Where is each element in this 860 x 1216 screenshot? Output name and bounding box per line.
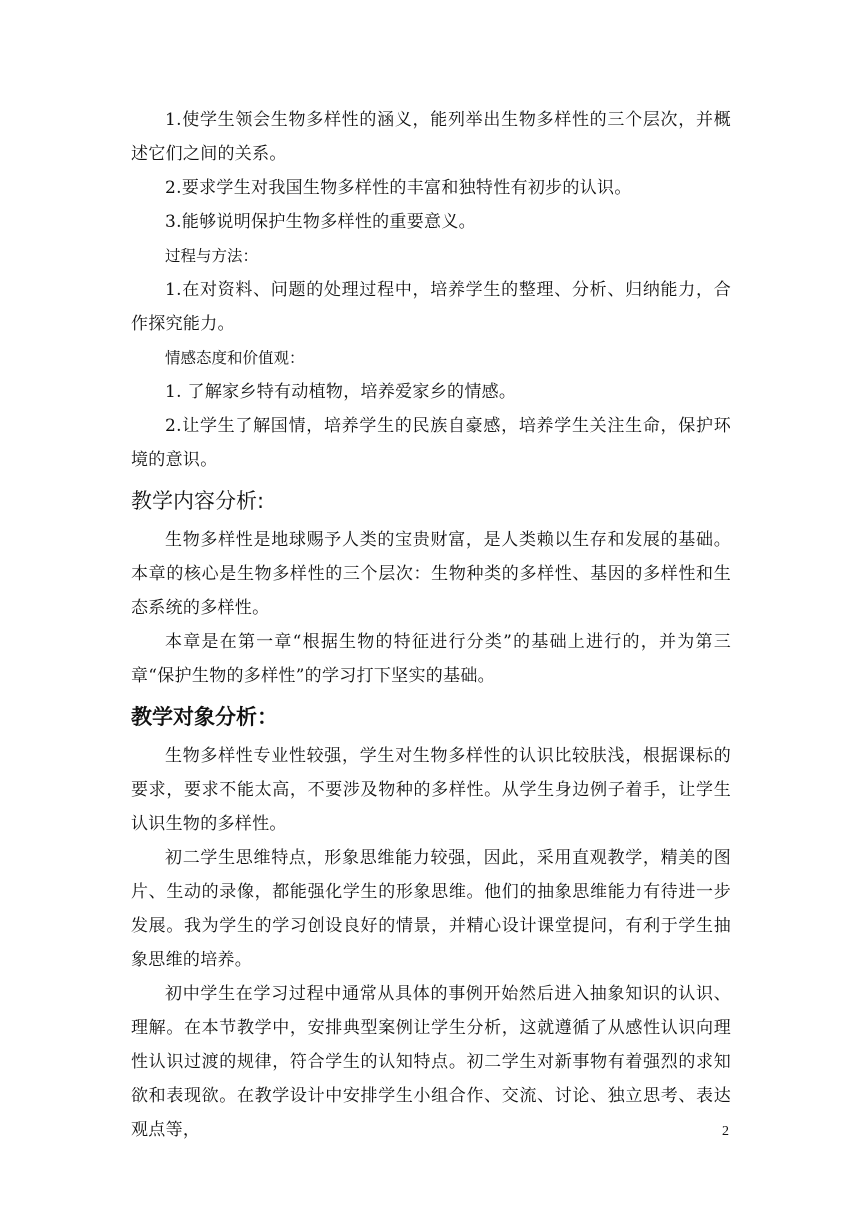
content-analysis-paragraph: 生物多样性是地球赐予人类的宝贵财富，是人类赖以生存和发展的基础。本章的核心是生物多样性的三个层次：生物种类的多样性、基因的多样性和生态系统的多样性。: [131, 530, 731, 618]
object-analysis-paragraph: 初中学生在学习过程中通常从具体的事例开始然后进入抽象知识的认识、理解。在本节教学中，安排典型案例让学生分析，这就遵循了从感性认识向理性认识过渡的规律，符合学生的认知特点。初二学生对新事物有着强烈的求知欲和表现欲。在教学设计中安排学生小组合作、交流、讨论、独立思考、表达观点等，: [131, 984, 731, 1140]
object-analysis-paragraph: 生物多样性专业性较强，学生对生物多样性的认识比较肤浅，根据课标的要求，要求不能太高，不要涉及物种的多样性。从学生身边例子着手，让学生认识生物的多样性。: [131, 746, 731, 834]
page-number: 2: [722, 1124, 729, 1139]
process-method-heading: 过程与方法：: [165, 247, 259, 265]
object-analysis-paragraph: 初二学生思维特点，形象思维能力较强，因此，采用直观教学，精美的图片、生动的录像，都能强化学生的形象思维。他们的抽象思维能力有待进一步发展。我为学生的学习创设良好的情景，并精心设计课堂提问，有利于学生抽象思维的培养。: [131, 848, 731, 970]
content-analysis-paragraph: 本章是在第一章“根据生物的特征进行分类”的基础上进行的，并为第三章“保护生物的多样性”的学习打下坚实的基础。: [131, 632, 731, 686]
object-analysis-heading: 教学对象分析：: [131, 705, 278, 729]
content-analysis-heading: 教学内容分析:: [131, 489, 265, 513]
knowledge-goal-1: 1.使学生领会生物多样性的涵义，能列举出生物多样性的三个层次，并概述它们之间的关系。: [131, 110, 731, 164]
emotion-goal-2: 2.让学生了解国情，培养学生的民族自豪感，培养学生关注生命，保护环境的意识。: [131, 416, 731, 470]
page-content: [131, 103, 731, 1147]
knowledge-goal-3: 3.能够说明保护生物多样性的重要意义。: [165, 212, 476, 232]
process-goal-1: 1.在对资料、问题的处理过程中，培养学生的整理、分析、归纳能力，合作探究能力。: [131, 280, 731, 334]
knowledge-goal-2: 2.要求学生对我国生物多样性的丰富和独特性有初步的认识。: [165, 178, 632, 198]
emotion-values-heading: 情感态度和价值观：: [165, 349, 305, 367]
emotion-goal-1: 1. 了解家乡特有动植物，培养爱家乡的情感。: [165, 382, 517, 402]
